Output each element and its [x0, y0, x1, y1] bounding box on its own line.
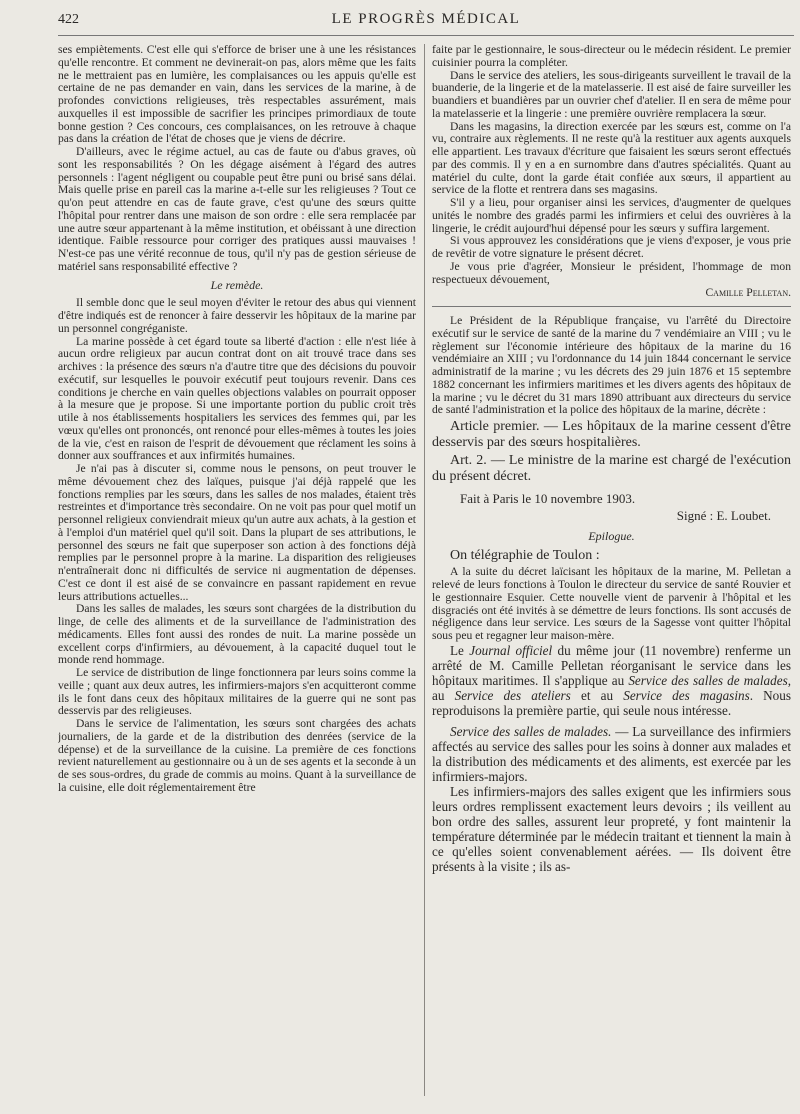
section-heading: Epilogue. — [588, 528, 635, 543]
paragraph: Il semble donc que le seul moyen d'éviter le retour des abus qui viennent d'être indiqués est de renoncer à faire desservir les hôpitaux de la marine par un personnel congréganiste. — [58, 296, 416, 335]
left-column — [58, 44, 416, 1106]
paragraph: Dans les salles de malades, les sœurs sont chargées de la distribution du linge, de celle des aliments et de la surveillance de l'administration des médicaments. Elles font aussi des rondes de nuit. La marine possède un excellent corps d'infirmiers, au dévouement, à la capacité duquel tout le monde rend hommage. — [58, 602, 416, 667]
service-name: Service des magasins — [623, 687, 750, 703]
paragraph: Je n'ai pas à discuter si, comme nous le pensons, on peut trouver le même dévouement chez des laïques, puisque j'ai déjà rappelé que les fonctions remplies par les sœurs, dans les salles de nos malades, étaient très restreintes et d'importance très secondaire. On ne voit pas pour quel motif un personnel religieux conviendrait mieux qu'un autre aux achats, à la gestion et à l'emploi d'un matériel quel qu'il soit. Dans la plupart de ses attributions, le personnel des sœurs ne fait que superposer son action à des fonctions déjà remplies par le personnel propre à la marine. La disparition des religieuses n'entraînerait donc ni difficultés de service ni augmentation de dépenses. C'est ce dont il est aisé de se convaincre en passant rapidement en revue leurs attributions actuelles... — [58, 462, 416, 603]
decree-article: Art. 2. — Le ministre de la marine est chargé de l'exécution du présent décret. — [432, 453, 791, 484]
paragraph: D'ailleurs, avec le régime actuel, au cas de faute ou d'abus graves, où sont les responsabilités ? On les dégage aisément à l'égard des autres personnels : l'agent négligent ou coupable peut être puni ou brisé sans délai. Mais quelle prise en pareil cas la marine a-t-elle sur les religieuses ? Tout ce qu'on peut attendre en cas de faute grave, c'est qu'une des sœurs quitte l'hôpital pour rentrer dans une maison de son ordre : elle sera remplacée par une autre sœur appartenant à la même institution, et obéissant à une direction identique. Faible ressource pour corriger des pratiques aussi mauvaises ! N'est-ce pas une vérité reconnue de tous, qu'il n'y pas de gestion sérieuse de matériel sans responsabilité effective ? — [58, 145, 416, 273]
text-run: , au — [432, 672, 791, 703]
paragraph: Dans les magasins, la direction exercée par les sœurs est, comme on l'a vu, contraire aux règlements. Il ne reste qu'à la restituer aux agents auxquels elle appartient. Les travaux d'écriture que faisaient les sœurs seront effectués par des commis. Il y en a en surnombre dans d'autres spécialités. Quant au matériel du culte, dont la garde était confiée aux sœurs, il appartient au service de la flotte et rentrera dans ses magasins. — [432, 119, 791, 197]
running-title: LE PROGRÈS MÉDICAL — [331, 11, 521, 27]
paragraph: Le service de distribution de linge fonctionnera par leurs soins comme la veille ; quant aux deux autres, les infirmiers-majors s'en acquitteront comme ils le font dans ceux des hôpitaux militaires de la guerre qui ne sont pas desservis par des religieuses. — [58, 666, 416, 718]
paragraph: A la suite du décret laïcisant les hôpitaux de la marine, M. Pelletan a relevé de leurs fonctions à Toulon le directeur du service de santé Rouvier et le gestionnaire Esquier. Cette nouvelle vient de parvenir à l'hôpital et les disgraciés ont été invités à se démettre de leurs fonctions. Ils sont accusés de négligence dans leur service. Les sœurs de la Sagesse vont quitter l'hôpital sous peu et regagner leur maison-mère. — [432, 565, 791, 642]
right-column — [432, 44, 791, 1106]
paragraph: ses empiètements. C'est elle qui s'efforce de briser une à une les résistances qu'elle rencontre. Et comment ne devinerait-on pas, alors même que les faits ne le mettraient pas en lumière, les complaisances ou les appuis qu'elle est certaine de ne pas demander en vain, dans les services de la marine, à de profondes convictions religieuses, très respectables assurément, mais auxquelles il est impossible de sacrifier les principes primordiaux de toute bonne gestion ? Ces concours, ces complaisances, on les retrouve à chaque pas dans la création de l'état de choses que je viens de décrire. — [58, 44, 416, 146]
paragraph: S'il y a lieu, pour organiser ainsi les services, d'augmenter de quelques unités le nombre des gradés parmi les infirmiers et celui des ouvrières à la lingerie, le crédit aujourd'hui dépensé pour les sœurs y suffira largement. — [432, 196, 791, 235]
journal-title: Journal officiel — [469, 642, 553, 658]
paragraph: faite par le gestionnaire, le sous-directeur ou le médecin résident. Le premier cuisinier pourra la compléter. — [432, 44, 791, 69]
paragraph — [432, 724, 791, 784]
paragraph: Dans le service de l'alimentation, les sœurs sont chargées des achats journaliers, de la garde et de la distribution des denrées (service de la dépense) et de la surveillance de la cuisine. La première de ces fonctions revient naturellement au gestionnaire ou à un de ses agents et la seconde à un de ses sous-ordres, du grade de commis au moins. Quant à la surveillance de la cuisine, elle doit réglementairement être — [58, 717, 416, 794]
text-run: . Nous reproduisons la première partie, qui seule nous intéresse. — [432, 687, 791, 718]
text-run: — La surveillance des infirmiers affectés au service des salles pour les soins à donner aux malades et la distribution des médicaments et des aliments, est exercée par les infirmiers-majors. — [432, 723, 791, 784]
header-rule — [58, 35, 794, 36]
text-run: et au — [570, 687, 624, 703]
paragraph: Les infirmiers-majors des salles exigent que les infirmiers sous leurs ordres remplissent exactement leurs devoirs ; ils veillent au bon ordre des salles, assurent leur propreté, y font maintenir la température déterminée par le médecin traitant et tiennent la main à ce qu'elles soient convenablement aérées. — Ils doivent être présents à la visite ; ils as- — [432, 783, 791, 874]
decree-preamble: Le Président de la République française, vu l'arrêté du Directoire exécutif sur le service de santé de la marine du 7 vendémiaire an VIII ; vu le règlement sur l'économie intérieure des hôpitaux de la marine du 16 vendémiaire an XIII ; vu l'ordonnance du 14 juin 1844 concernant le service administratif de la marine ; vu les décrets des 29 juin 1876 et 15 septembre 1882 concernant les infirmiers maritimes et les divers agents des hôpitaux de la marine ; vu le décret du 31 mars 1890 attribuant aux directeurs du service de santé l'administration et la police des hôpitaux de la marine, décrète : — [432, 314, 791, 417]
service-name: Service des ateliers — [454, 687, 571, 703]
signature: Camille Pelletan. — [705, 286, 791, 300]
paragraph: Je vous prie d'agréer, Monsieur le président, l'hommage de mon respectueux dévouement, — [432, 259, 791, 286]
text-run: du même jour (11 novembre) renferme un arrêté de M. Camille Pelletan réorganisant le service dans les hôpitaux maritimes. Il s'applique au — [432, 642, 791, 688]
page-number: 422 — [58, 12, 79, 27]
service-name: Service des salles de malades — [628, 672, 788, 688]
paragraph: Dans le service des ateliers, les sous-dirigeants surveillent le travail de la buanderie, de la lingerie et de la matelasserie. Il est aisé de faire surveiller les buandiers et buandières par un ouvrier chef d'atelier. Il en sera de même pour la matelasserie et la lingerie : une première ouvrière remplacera la sœur. — [432, 68, 791, 120]
column-divider — [424, 44, 425, 1096]
paragraph: Si vous approuvez les considérations que je viens d'exposer, je vous prie de revêtir de votre signature le présent décret. — [432, 234, 791, 260]
decree-date: Fait à Paris le 10 novembre 1903. — [460, 491, 636, 506]
decree-signature: Signé : E. Loubet. — [676, 507, 771, 523]
section-rule — [432, 306, 791, 307]
page-header — [58, 6, 794, 32]
paragraph: La marine possède à cet égard toute sa liberté d'action : elle n'est liée à aucun ordre religieux par aucun contrat dont on ait trouvé trace dans ses archives : la présence des sœurs n'a d'autre titre que des décisions du pouvoir exécutif, sur lesquelles le pouvoir exécutif peut toujours revenir. Dans ces conditions je cherche en vain quelles objections valables on pourrait opposer à la mesure que je propose. Si une importante portion du public croit très utile à nos établissements hospitaliers les services des femmes qui, par les vœux qu'elles ont prononcés, ont renoncé pour elles-mêmes à toutes les joies de la vie, c'est en raison de l'esprit de dévouement que réclament les soins à donner aux souffrances et aux infirmités humaines. — [58, 334, 416, 463]
decree-article: Article premier. — Les hôpitaux de la marine cessent d'être desservis par des sœurs hospitalières. — [432, 419, 791, 450]
paragraph — [432, 643, 791, 718]
rubric: Service des salles de malades. — [450, 723, 612, 739]
subheading: On télégraphie de Toulon : — [450, 548, 600, 564]
section-heading: Le remède. — [210, 277, 264, 292]
text-run: Le — [450, 642, 470, 658]
